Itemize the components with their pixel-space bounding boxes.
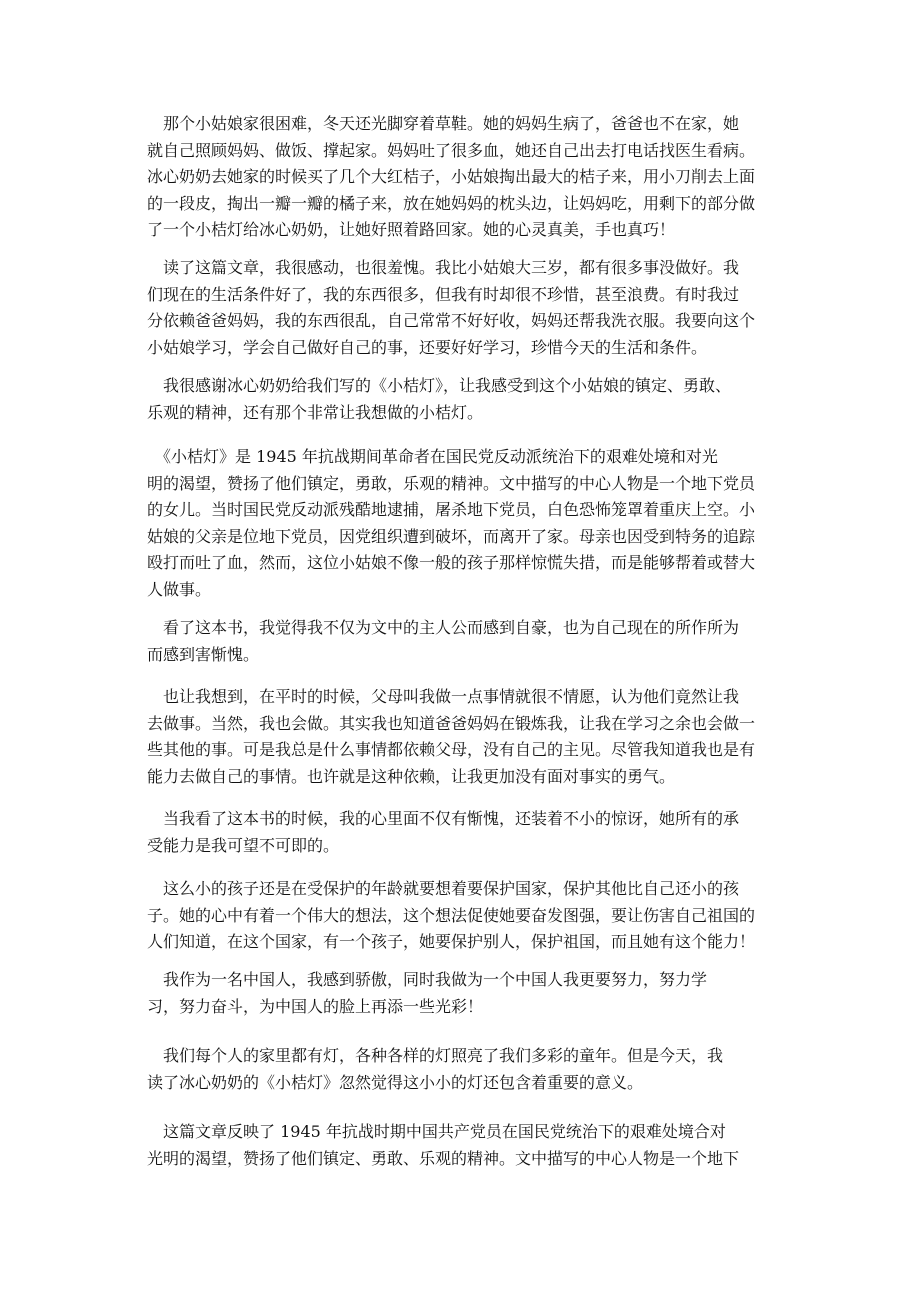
text-line: 明的渴望，赞扬了他们镇定，勇敢，乐观的精神。文中描写的中心人物是一个地下党员 [147, 473, 756, 493]
paragraph-6 [147, 684, 787, 790]
text-line: 子。她的心中有着一个伟大的想法，这个想法促使她要奋发图强，要让伤害自己祖国的 [147, 905, 756, 925]
text-line: 了一个小桔灯给冰心奶奶，让她好照着路回家。她的心灵真美，手也真巧！ [147, 220, 676, 239]
text-line: 而感到害惭愧。 [147, 644, 260, 664]
text-line: 就自己照顾妈妈、做饭、撑起家。妈妈吐了很多血，她还自己出去打电话找医生看病。 [147, 140, 756, 160]
text-line: 我作为一名中国人，我感到骄傲，同时我做为一个中国人我更要努力，努力学 [147, 970, 708, 989]
text-line: 这篇文章反映了 1945 年抗战时期中国共产党员在国民党统治下的艰难处境合对 [147, 1122, 726, 1141]
paragraph-7 [147, 806, 787, 859]
text-line: 人们知道，在这个国家，有一个孩子，她要保护别人，保护祖国，而且她有这个能力！ [147, 932, 756, 951]
text-line: 的一段皮，掏出一瓣一瓣的橘子来，放在她妈妈的枕头边，让妈妈吃，用剩下的部分做 [147, 193, 756, 213]
text-line: 姑娘的父亲是位地下党员，因党组织遭到破坏，而离开了家。母亲也因受到特务的追踪 [147, 526, 756, 546]
text-line: 当我看了这本书的时候，我的心里面不仅有惭愧，还装着不小的惊讶，她所有的承 [147, 809, 740, 828]
paragraph-10 [147, 1043, 787, 1096]
paragraph-3 [147, 373, 787, 426]
text-line: 那个小姑娘家很困难，冬天还光脚穿着草鞋。她的妈妈生病了，爸爸也不在家，她 [147, 114, 740, 133]
text-line: 光明的渴望，赞扬了他们镇定、勇敢、乐观的精神。文中描写的中心人物是一个地下 [147, 1148, 740, 1168]
text-line: 分依赖爸爸妈妈，我的东西很乱，自己常常不好好收，妈妈还帮我洗衣服。我要向这个 [147, 311, 756, 330]
text-line: 读了这篇文章，我很感动，也很羞愧。我比小姑娘大三岁，都有很多事没做好。我 [147, 258, 740, 277]
text-line: 我很感谢冰心奶奶给我们写的《小桔灯》，让我感受到这个小姑娘的镇定、勇敢、 [147, 376, 732, 395]
text-line: 的女儿。当时国民党反动派残酷地逮捕，屠杀地下党员，白色恐怖笼罩着重庆上空。小 [147, 500, 756, 519]
text-line: 《小桔灯》是 1945 年抗战期间革命者在国民党反动派统治下的艰难处境和对光 [147, 447, 718, 466]
text-line: 这么小的孩子还是在受保护的年龄就要想着要保护国家，保护其他比自己还小的孩 [147, 879, 740, 898]
text-line: 殴打而吐了血，然而，这位小姑娘不像一般的孩子那样惊慌失措，而是能够帮着或替大 [147, 553, 756, 572]
paragraph-4 [147, 444, 787, 603]
text-line: 些其他的事。可是我总是什么事情都依赖父母，没有自己的主见。尽管我知道我也是有 [147, 740, 756, 759]
text-line: 习，努力奋斗，为中国人的脸上再添一些光彩！ [147, 996, 484, 1016]
text-line: 读了冰心奶奶的《小桔灯》忽然觉得这小小的灯还包含着重要的意义。 [147, 1072, 644, 1092]
text-line: 看了这本书，我觉得我不仅为文中的主人公而感到自豪，也为自己现在的所作所为 [147, 618, 740, 637]
paragraph-11 [147, 1119, 787, 1172]
paragraph-5 [147, 615, 787, 668]
text-line: 能力去做自己的事情。也许就是这种依赖，让我更加没有面对事实的勇气。 [147, 766, 676, 786]
text-line: 也让我想到，在平时的时候，父母叫我做一点事情就很不情愿，认为他们竟然让我 [147, 687, 740, 706]
text-line: 冰心奶奶去她家的时候买了几个大红桔子，小姑娘掏出最大的桔子来，用小刀削去上面 [147, 167, 756, 186]
text-line: 乐观的精神，还有那个非常让我想做的小桔灯。 [147, 402, 484, 422]
text-line: 人做事。 [147, 579, 212, 599]
paragraph-8 [147, 876, 787, 956]
text-line: 我们每个人的家里都有灯，各种各样的灯照亮了我们多彩的童年。但是今天，我 [147, 1046, 724, 1065]
paragraph-2 [147, 255, 787, 361]
text-line: 去做事。当然，我也会做。其实我也知道爸爸妈妈在锻炼我，让我在学习之余也会做一 [147, 713, 756, 733]
text-line: 小姑娘学习，学会自己做好自己的事，还要好好学习，珍惜今天的生活和条件。 [147, 337, 708, 357]
text-line: 们现在的生活条件好了，我的东西很多，但我有时却很不珍惜，甚至浪费。有时我过 [147, 284, 740, 304]
paragraph-9 [147, 967, 787, 1020]
text-line: 受能力是我可望不可即的。 [147, 835, 340, 855]
paragraph-1 [147, 111, 787, 244]
